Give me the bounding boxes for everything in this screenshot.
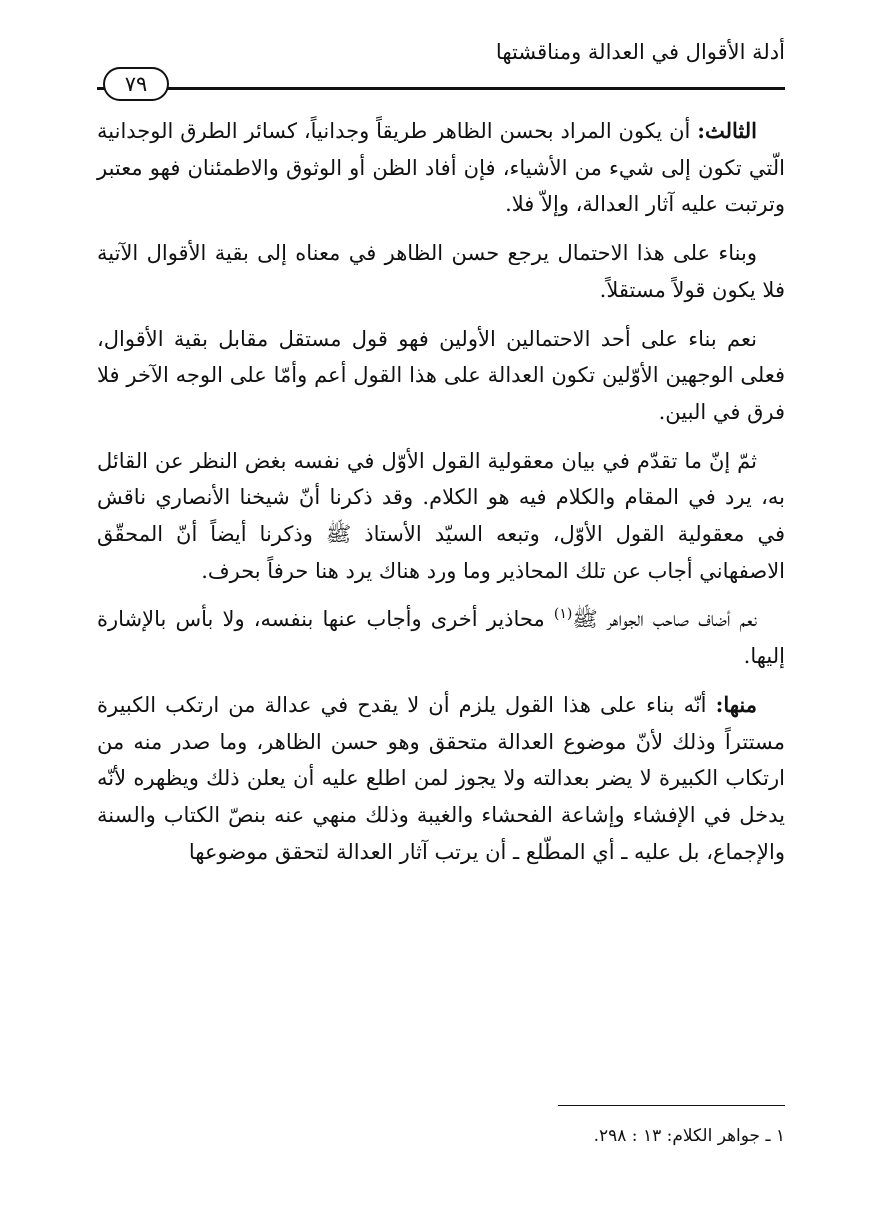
paragraph: [97, 321, 785, 431]
footnote: ١ ـ جواهر الكلام: ١٣ : ٢٩٨.: [593, 1126, 785, 1146]
footnote-reference: (١): [553, 606, 573, 623]
paragraph-text: أنّه بناء على هذا القول يلزم أن لا يقدح في عدالة من ارتكب الكبيرة مستتراً وذلك لأنّ موضوع العدالة متحقق وهو حسن الظاهر، وما صدر منه من ارتكاب الكبيرة لا يضر بعدالته ولا يجوز لمن اطلع عليه أن يعلن ذلك ويظهره لأنّه يدخل في الإفشاء وإشاعة الفحشاء والغيبة وذلك منهي عنه بنصّ الكتاب والسنة والإجماع، بل عليه ـ أي المطّلع ـ أن يرتب آثار العدالة لتحقق موضوعها: [97, 692, 785, 864]
paragraph: [97, 601, 785, 674]
footnote-rule: [558, 1105, 785, 1106]
paragraph: [97, 235, 785, 308]
paragraph: [97, 113, 785, 223]
paragraph-text: وبناء على هذا الاحتمال يرجع حسن الظاهر في معناه إلى بقية الأقوال الآتية فلا يكون قولاً مستقلاً.: [97, 241, 785, 302]
paragraph: [97, 443, 785, 590]
running-title: أدلة الأقوال في العدالة ومناقشتها: [495, 40, 785, 64]
body-text: [97, 113, 785, 870]
page-number: ٧٩: [103, 67, 169, 101]
paragraph-text: محاذير أخرى وأجاب عنها بنفسه، ولا بأس بالإشارة إليها.: [97, 607, 785, 669]
paragraph: [97, 687, 785, 871]
paragraph-text: أن يكون المراد بحسن الظاهر طريقاً وجدانياً، كسائر الطرق الوجدانية الّتي تكون إلى شيء من الأشياء، فإن أفاد الظن أو الوثوق والاطمئنان فهو معتبر وترتبت عليه آثار العدالة، وإلاّ فلا.: [97, 119, 785, 217]
paragraph-text: ثمّ إنّ ما تقدّم في بيان معقولية القول الأوّل في نفسه بغض النظر عن القائل به، يرد في المقام والكلام فيه هو الكلام. وقد ذكرنا أنّ شيخنا الأنصاري ناقش في معقولية القول الأوّل، وتبعه السيّد الأستاذ ﷺ وذكرنا أيضاً أنّ المحقّق الاصفهاني أجاب عن تلك المحاذير وما ورد هناك يرد هنا حرفاً بحرف.: [97, 448, 785, 583]
paragraph-lead: منها:: [715, 691, 757, 717]
paragraph-lead: الثالث:: [697, 118, 757, 143]
paragraph-text: نعم أضاف صاحب الجواهر ﷺ: [572, 607, 757, 632]
paragraph-text: نعم بناء على أحد الاحتمالين الأولين فهو قول مستقل مقابل بقية الأقوال، فعلى الوجهين الأوّلين تكون العدالة على هذا القول أعم وأمّا على الوجه الآخر فلا فرق في البين.: [97, 326, 785, 424]
header-rule: [97, 87, 785, 90]
